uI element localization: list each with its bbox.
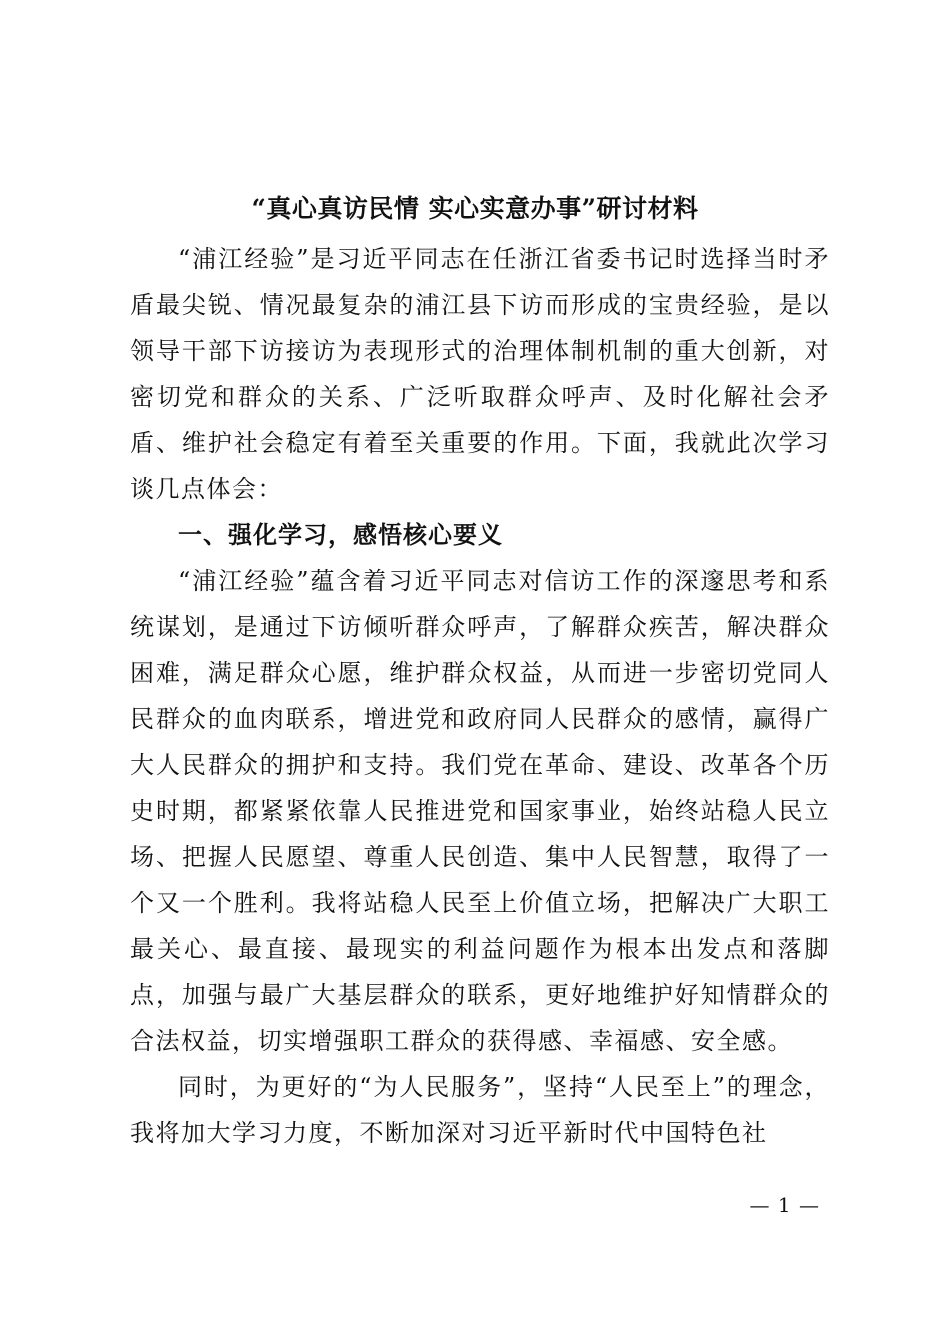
paragraph-continued: 同时，为更好的“为人民服务”，坚持“人民至上”的理念，我将加大学习力度，不断加深对习近平新时代中国特色社 — [130, 1073, 830, 1147]
page-number: — 1 — — [749, 1193, 820, 1217]
paragraph-intro: “浦江经验”是习近平同志在任浙江省委书记时选择当时矛盾最尖锐、情况最复杂的浦江县下访而形成的宝贵经验，是以领导干部下访接访为表现形式的治理体制机制的重大创新，对密切党和群众的关系、广泛听取群众呼声、及时化解社会矛盾、维护社会稳定有着至关重要的作用。下面，我就此次学习谈几点体会： — [130, 245, 830, 503]
paragraph-body: “浦江经验”蕴含着习近平同志对信访工作的深邃思考和系统谋划，是通过下访倾听群众呼声，了解群众疾苦，解决群众困难，满足群众心愿，维护群众权益，从而进一步密切党同人民群众的血肉联系，增进党和政府同人民群众的感情，赢得广大人民群众的拥护和支持。我们党在革命、建设、改革各个历史时期，都紧紧依靠人民推进党和国家事业，始终站稳人民立场、把握人民愿望、尊重人民创造、集中人民智慧，取得了一个又一个胜利。我将站稳人民至上价值立场，把解决广大职工最关心、最直接、最现实的利益问题作为根本出发点和落脚点，加强与最广大基层群众的联系，更好地维护好知情群众的合法权益，切实增强职工群众的获得感、幸福感、安全感。 — [130, 567, 830, 1055]
document-body — [130, 236, 830, 1156]
section-heading: 一、强化学习，感悟核心要义 — [178, 521, 503, 549]
document-title: “真心真访民情 实心实意办事”研讨材料 — [251, 194, 699, 223]
